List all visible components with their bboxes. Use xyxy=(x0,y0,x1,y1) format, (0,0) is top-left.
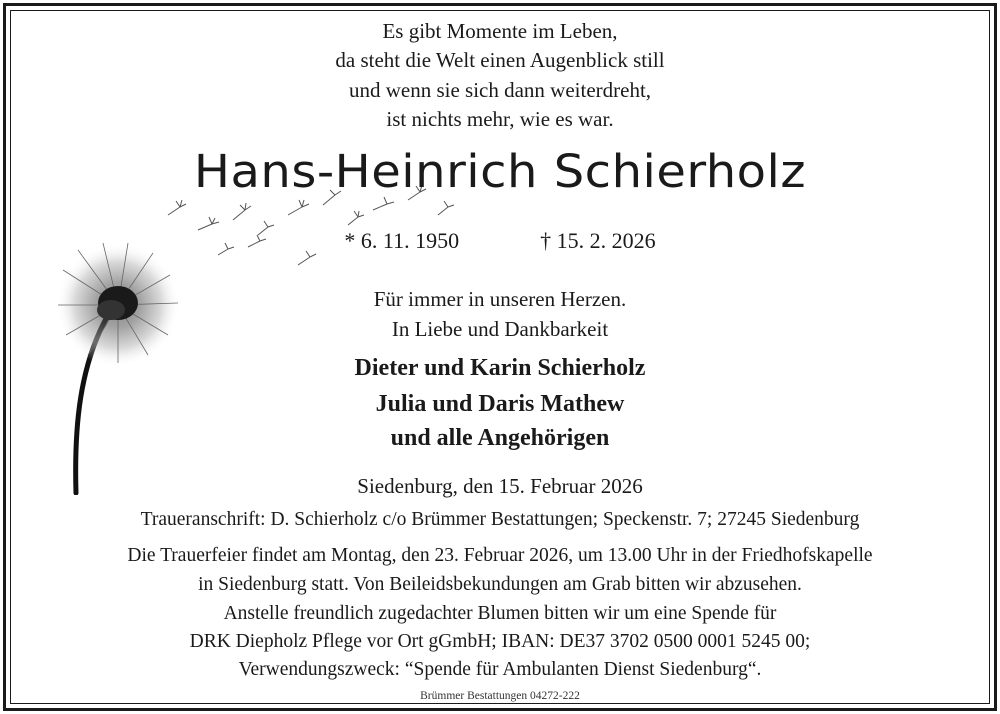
family-line: Dieter und Karin Schierholz xyxy=(354,355,646,381)
info-line: Verwendungszweck: “Spende für Ambulanten Dienst Siedenburg“. xyxy=(238,659,762,680)
greeting-line: Für immer in unseren Herzen. xyxy=(373,287,627,311)
poem-line: da steht die Welt einen Augenblick still xyxy=(335,48,665,72)
info-line: in Siedenburg statt. Von Beileidsbekundungen am Grab bitten wir abzusehen. xyxy=(198,574,802,595)
info-line: Anstelle freundlich zugedachter Blumen bitten wir um eine Spende für xyxy=(223,603,777,624)
family-line: und alle Angehörigen xyxy=(390,425,610,451)
funeral-home-credit: Brümmer Bestattungen 04272-222 xyxy=(420,690,580,702)
death-date: † 15. 2. 2026 xyxy=(540,228,656,253)
info-line: Die Trauerfeier findet am Montag, den 23. Februar 2026, um 13.00 Uhr in der Friedhofskapelle xyxy=(127,545,873,566)
poem-line: Es gibt Momente im Leben, xyxy=(382,19,618,43)
mourning-address: Traueranschrift: D. Schierholz c/o Brümmer Bestattungen; Speckenstr. 7; 27245 Siedenburg xyxy=(140,509,860,530)
life-dates xyxy=(0,228,1000,254)
birth-date: * 6. 11. 1950 xyxy=(344,228,460,253)
place-date: Siedenburg, den 15. Februar 2026 xyxy=(357,474,643,498)
family-line: Julia und Daris Mathew xyxy=(375,391,625,417)
deceased-name: Hans-Heinrich Schierholz xyxy=(193,145,807,199)
poem-line: ist nichts mehr, wie es war. xyxy=(386,107,614,131)
poem-line: und wenn sie sich dann weiterdreht, xyxy=(348,78,652,102)
greeting-line: In Liebe und Dankbarkeit xyxy=(391,317,609,341)
info-line: DRK Diepholz Pflege vor Ort gGmbH; IBAN: DE37 3702 0500 0001 5245 00; xyxy=(189,631,811,652)
